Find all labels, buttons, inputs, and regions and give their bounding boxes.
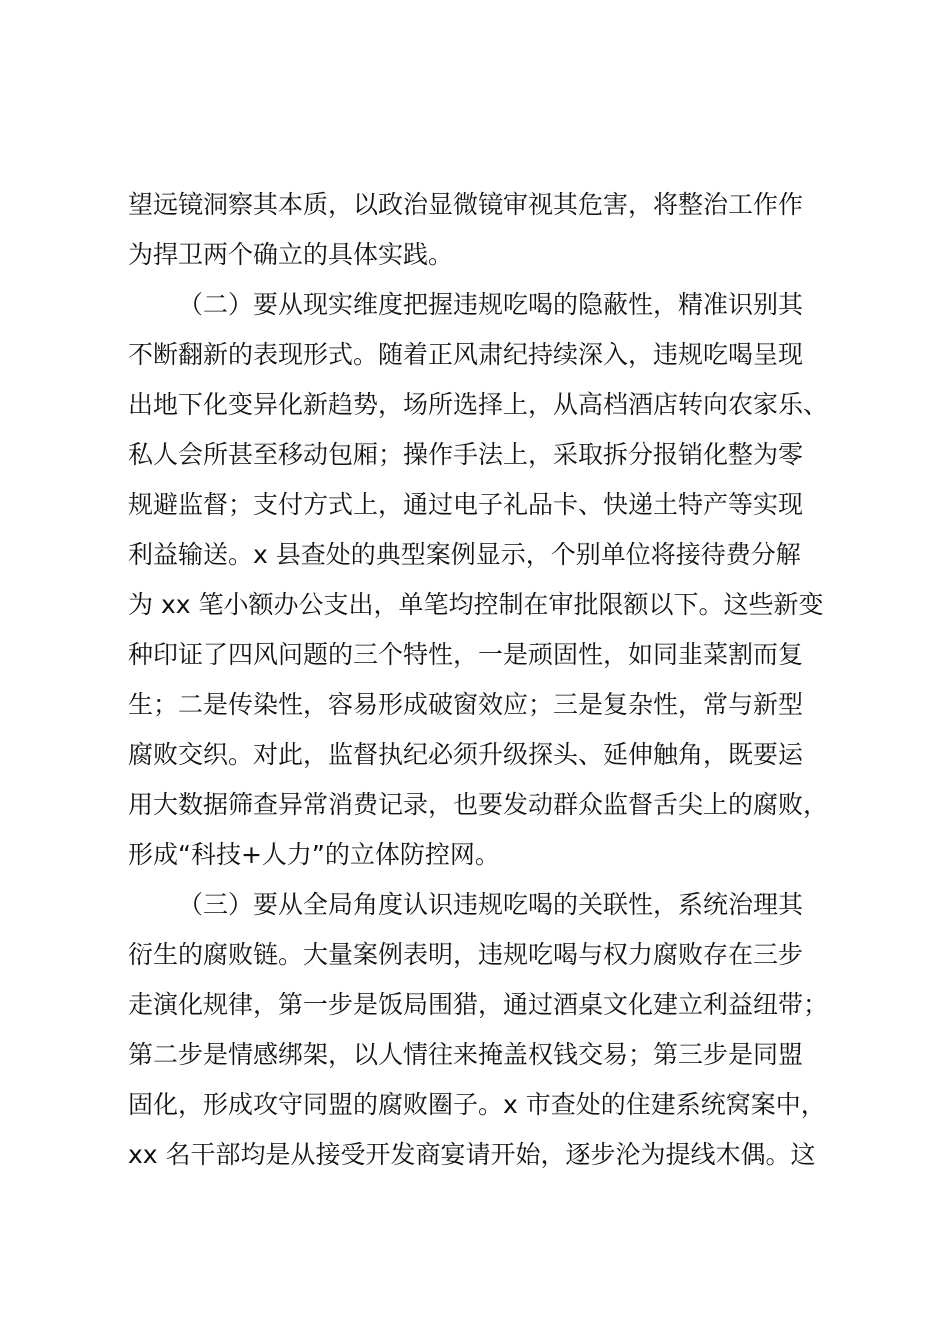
paragraph-line: 用大数据筛查异常消费记录，也要发动群众监督舌尖上的腐败， <box>128 790 829 819</box>
document-body <box>128 180 868 1180</box>
paragraph-line: 走演化规律，第一步是饭局围猎，通过酒桌文化建立利益纽带； <box>128 990 829 1019</box>
paragraph-line: 生；二是传染性，容易形成破窗效应；三是复杂性，常与新型 <box>128 690 804 719</box>
section-heading-line: （二）要从现实维度把握违规吃喝的隐蔽性，精准识别其 <box>178 290 804 319</box>
paragraph-line: 衍生的腐败链。大量案例表明，违规吃喝与权力腐败存在三步 <box>128 940 804 969</box>
paragraph-line: 腐败交织。对此，监督执纪必须升级探头、延伸触角，既要运 <box>128 740 804 769</box>
paragraph-line: xx 名干部均是从接受开发商宴请开始，逐步沦为提线木偶。这 <box>128 1140 816 1169</box>
paragraph-line: 固化，形成攻守同盟的腐败圈子。x 市查处的住建系统窝案中， <box>128 1090 826 1119</box>
paragraph-line: 不断翻新的表现形式。随着正风肃纪持续深入，违规吃喝呈现 <box>128 340 804 369</box>
paragraph-line: 规避监督；支付方式上，通过电子礼品卡、快递土特产等实现 <box>128 490 804 519</box>
paragraph-line: 利益输送。x 县查处的典型案例显示，个别单位将接待费分解 <box>128 540 801 569</box>
paragraph-line: 种印证了四风问题的三个特性，一是顽固性，如同韭菜割而复 <box>128 640 804 669</box>
paragraph-line: 第二步是情感绑架，以人情往来掩盖权钱交易；第三步是同盟 <box>128 1040 804 1069</box>
paragraph-line: 形成“科技+人力”的立体防控网。 <box>128 840 500 869</box>
paragraph-line: 出地下化变异化新趋势，场所选择上，从高档酒店转向农家乐、 <box>128 390 829 419</box>
section-heading-line: （三）要从全局角度认识违规吃喝的关联性，系统治理其 <box>178 890 804 919</box>
paragraph-line: 为捍卫两个确立的具体实践。 <box>128 240 454 269</box>
paragraph-line: 私人会所甚至移动包厢；操作手法上，采取拆分报销化整为零 <box>128 440 804 469</box>
paragraph-line: 望远镜洞察其本质，以政治显微镜审视其危害，将整治工作作 <box>128 190 804 219</box>
paragraph-line: 为 xx 笔小额办公支出，单笔均控制在审批限额以下。这些新变 <box>128 590 824 619</box>
